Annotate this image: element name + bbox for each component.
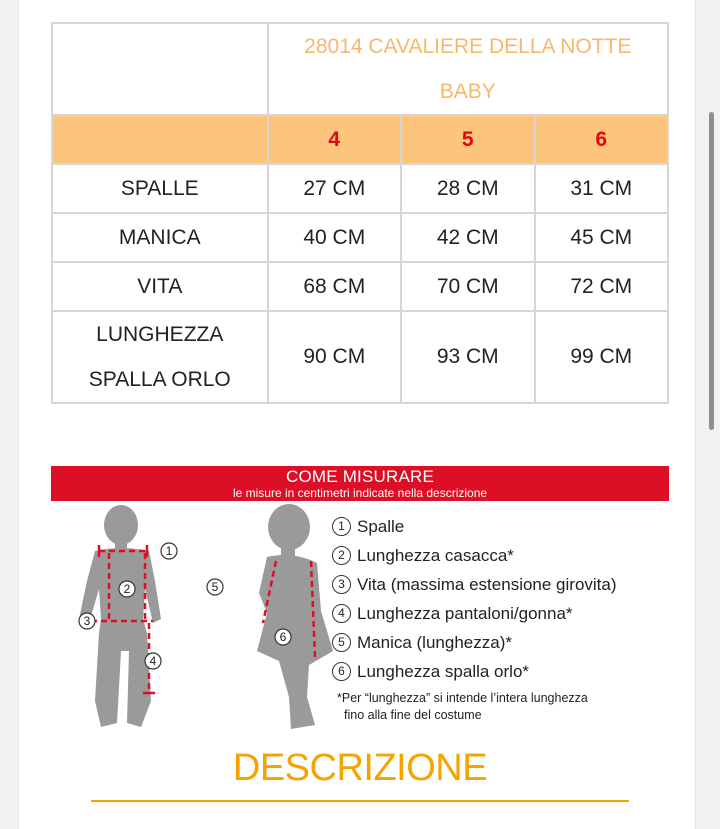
size-4: 4 [328, 127, 341, 151]
marker-3-label: 3 [83, 614, 91, 628]
size-5: 5 [461, 127, 474, 151]
how-to-measure-subtitle: le misure in centimetri indicate nella descrizione [232, 486, 488, 500]
legend-number: 4 [332, 604, 351, 623]
page-left-gutter [0, 0, 19, 829]
product-title-line2: BABY [439, 80, 496, 103]
legend-text: Manica (lunghezza)* [357, 633, 512, 652]
how-to-measure-panel [51, 466, 669, 741]
how-to-measure-title: COME MISURARE [285, 467, 435, 486]
table-cell: 93 CM [401, 311, 534, 403]
product-title-line1: 28014 CAVALIERE DELLA NOTTE [304, 35, 632, 58]
table-header-row [52, 23, 668, 115]
legend-number: 5 [332, 633, 351, 652]
legend-number: 6 [332, 662, 351, 681]
legend-item-manica [332, 628, 672, 657]
measure-legend [332, 512, 672, 686]
description-title: DESCRIZIONE [232, 747, 488, 789]
legend-text: Lunghezza casacca* [357, 546, 514, 565]
footnote-line1: *Per “lunghezza” si intende l’intera lunghezza [337, 691, 588, 705]
legend-number: 2 [332, 546, 351, 565]
table-cell: 70 CM [401, 262, 534, 311]
size-table [51, 22, 669, 404]
row-label-line1: LUNGHEZZA [96, 323, 224, 346]
legend-item-spalla-orlo [332, 657, 672, 686]
size-6: 6 [595, 127, 608, 151]
marker-5-label: 5 [211, 580, 219, 594]
size-label-cell [52, 115, 268, 164]
child-side-silhouette [257, 504, 333, 729]
table-cell: 45 CM [535, 213, 669, 262]
table-row [52, 262, 668, 311]
legend-text: Lunghezza spalla orlo* [357, 662, 530, 681]
legend-number: 3 [332, 575, 351, 594]
table-cell: 27 CM [268, 164, 401, 213]
table-cell: 99 CM [535, 311, 669, 403]
row-label-lunghezza [52, 311, 268, 403]
measure-footnote [337, 690, 677, 724]
marker-1 [161, 543, 177, 559]
how-to-measure-banner [51, 466, 669, 501]
table-cell: 90 CM [268, 311, 401, 403]
legend-text: Spalle [357, 517, 405, 536]
legend-item-vita [332, 570, 672, 599]
marker-6 [275, 629, 291, 645]
legend-text: Vita (massima estensione girovita) [357, 575, 617, 594]
measurement-figures [71, 501, 341, 741]
marker-2 [119, 581, 135, 597]
marker-5 [207, 579, 223, 595]
row-label-line2: SPALLA ORLO [88, 368, 231, 391]
row-label-vita: VITA [52, 262, 268, 311]
scrollbar[interactable] [709, 112, 714, 430]
marker-4 [145, 653, 161, 669]
table-cell: 40 CM [268, 213, 401, 262]
table-row [52, 213, 668, 262]
marker-6-label: 6 [279, 630, 287, 644]
footnote-line2: fino alla fine del costume [344, 708, 482, 722]
product-title [268, 23, 668, 115]
row-label-spalle: SPALLE [52, 164, 268, 213]
marker-4-label: 4 [149, 654, 157, 668]
row-label-manica: MANICA [52, 213, 268, 262]
marker-2-label: 2 [123, 582, 131, 596]
legend-item-pantaloni [332, 599, 672, 628]
legend-item-spalle [332, 512, 672, 541]
legend-number: 1 [332, 517, 351, 536]
marker-1-label: 1 [165, 544, 173, 558]
table-cell: 31 CM [535, 164, 669, 213]
legend-text: Lunghezza pantaloni/gonna* [357, 604, 573, 623]
marker-3 [79, 613, 95, 629]
table-cell: 72 CM [535, 262, 669, 311]
legend-item-casacca [332, 541, 672, 570]
empty-header-cell [52, 23, 268, 115]
size-row [52, 115, 668, 164]
table-row [52, 311, 668, 403]
table-cell: 42 CM [401, 213, 534, 262]
table-row [52, 164, 668, 213]
table-cell: 28 CM [401, 164, 534, 213]
table-cell: 68 CM [268, 262, 401, 311]
description-divider [91, 800, 629, 802]
page-right-gutter [695, 0, 720, 829]
